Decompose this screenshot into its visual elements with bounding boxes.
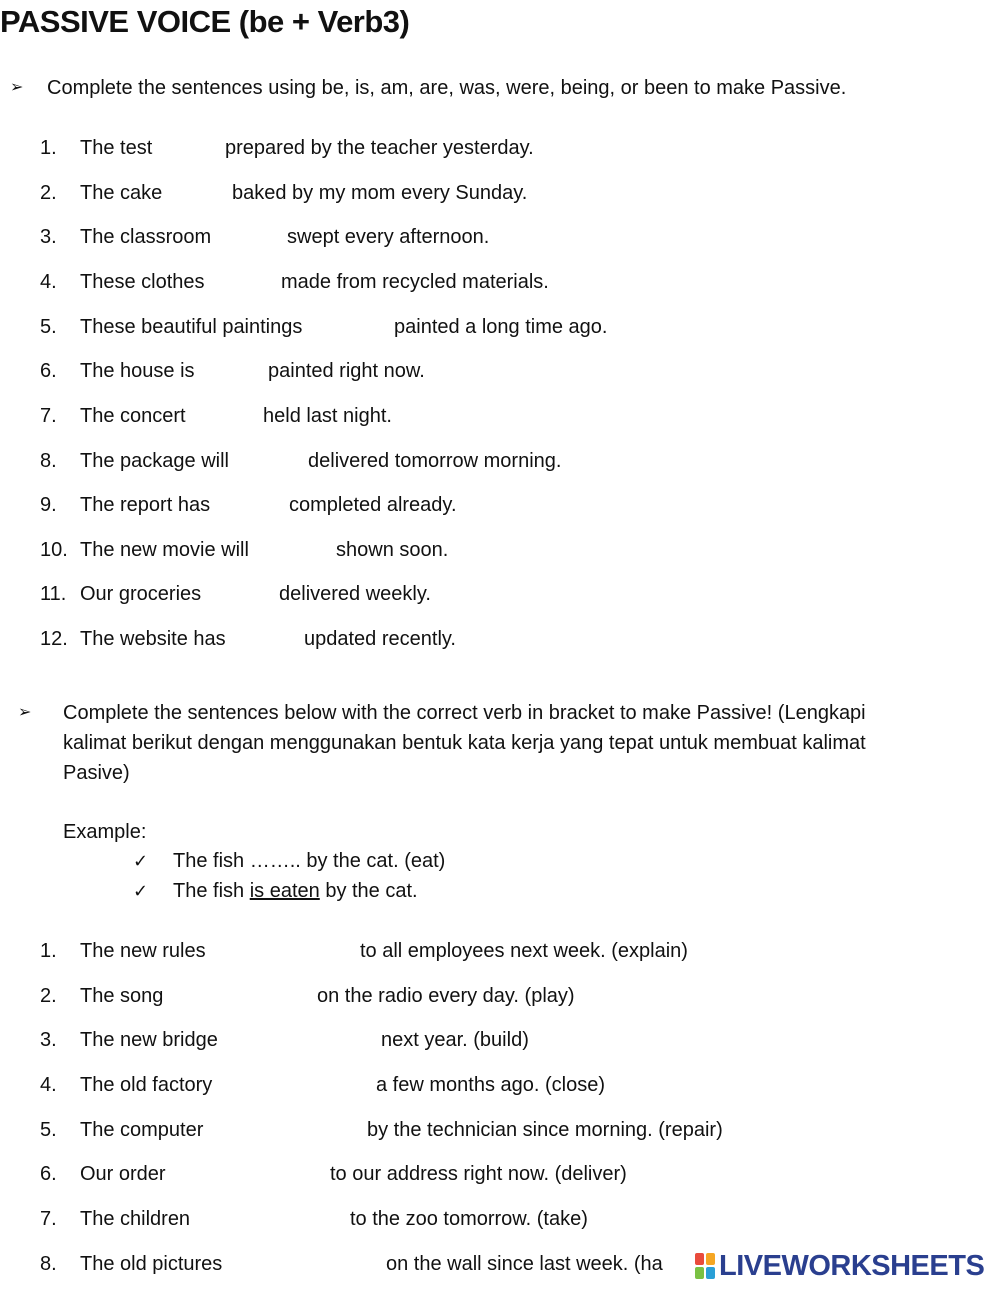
example-answer-underlined: is eaten bbox=[249, 880, 320, 902]
item-number: 5. bbox=[40, 316, 57, 338]
sentence-start: The report has bbox=[80, 494, 211, 516]
answer-blank-input[interactable] bbox=[209, 270, 279, 296]
checkmark-icon: ✓ bbox=[133, 881, 149, 901]
item-number: 8. bbox=[40, 1253, 57, 1275]
item-number: 7. bbox=[40, 1208, 57, 1230]
example-label: Example: bbox=[63, 821, 147, 843]
sentence-end: updated recently. bbox=[304, 628, 456, 650]
sentence-end: painted right now. bbox=[268, 360, 425, 382]
item-number: 1. bbox=[40, 137, 57, 159]
sentence-start: The song bbox=[80, 985, 164, 1007]
item-number: 9. bbox=[40, 494, 57, 516]
sentence-end: a few months ago. (close) bbox=[376, 1074, 605, 1096]
sentence-start: The package will bbox=[80, 450, 229, 472]
sentence-start: The cake bbox=[80, 182, 163, 204]
list-item bbox=[0, 133, 1000, 163]
sentence-end: on the wall since last week. (ha bbox=[386, 1253, 663, 1275]
section1-instruction: ➢ Complete the sentences using be, is, am, are, was, were, being, or been to make Passive. bbox=[0, 73, 1000, 103]
sentence-end: delivered weekly. bbox=[279, 583, 431, 605]
example-answer: The fish is eaten by the cat. bbox=[173, 880, 418, 902]
sentence-end: held last night. bbox=[263, 405, 392, 427]
list-item bbox=[0, 936, 1000, 966]
sentence-start: The old pictures bbox=[80, 1253, 223, 1275]
item-number: 4. bbox=[40, 271, 57, 293]
list-item bbox=[0, 624, 1000, 654]
item-number: 1. bbox=[40, 940, 57, 962]
sentence-end: on the radio every day. (play) bbox=[317, 985, 575, 1007]
sentence-start: Our groceries bbox=[80, 583, 202, 605]
list-item bbox=[0, 1070, 1000, 1100]
sentence-end: made from recycled materials. bbox=[281, 271, 549, 293]
answer-blank-input[interactable] bbox=[199, 359, 266, 385]
sentence-end: baked by my mom every Sunday. bbox=[232, 182, 528, 204]
list-item bbox=[0, 1025, 1000, 1055]
sentence-end: to our address right now. (deliver) bbox=[330, 1163, 627, 1185]
sentence-start: The new bridge bbox=[80, 1029, 218, 1051]
section2-instruction: ➢ Complete the sentences below with the correct verb in bracket to make Passive! (Lengkapi kalimat berikut dengan menggunakan bentuk kata kerja yang tepat untuk membuat kalimat Pasive) bbox=[0, 698, 1000, 788]
list-item bbox=[0, 356, 1000, 386]
arrow-bullet-icon: ➢ bbox=[10, 79, 24, 96]
list-item bbox=[0, 1204, 1000, 1234]
sentence-start: The new movie will bbox=[80, 539, 249, 561]
answer-blank-input[interactable] bbox=[210, 939, 358, 965]
sentence-start: The new rules bbox=[80, 940, 206, 962]
sentence-start: The children bbox=[80, 1208, 191, 1230]
answer-blank-input[interactable] bbox=[166, 181, 230, 207]
sentence-end: to all employees next week. (explain) bbox=[360, 940, 688, 962]
item-number: 6. bbox=[40, 360, 57, 382]
list-item bbox=[0, 1159, 1000, 1189]
answer-blank-input[interactable] bbox=[253, 538, 334, 564]
answer-blank-input[interactable] bbox=[170, 1162, 328, 1188]
item-number: 11. bbox=[40, 583, 67, 605]
item-number: 12. bbox=[40, 628, 68, 650]
sentence-start: The old factory bbox=[80, 1074, 213, 1096]
sentence-end: painted a long time ago. bbox=[394, 316, 608, 338]
item-number: 2. bbox=[40, 182, 57, 204]
sentence-start: The website has bbox=[80, 628, 226, 650]
item-number: 4. bbox=[40, 1074, 57, 1096]
list-item bbox=[0, 1115, 1000, 1145]
sentence-end: swept every afternoon. bbox=[287, 226, 490, 248]
list-item bbox=[0, 490, 1000, 520]
item-number: 10. bbox=[40, 539, 68, 561]
answer-blank-input[interactable] bbox=[207, 1118, 365, 1144]
sentence-start: The concert bbox=[80, 405, 186, 427]
list-item bbox=[0, 312, 1000, 342]
liveworksheets-logo bbox=[695, 1248, 984, 1284]
item-number: 6. bbox=[40, 1163, 57, 1185]
answer-blank-input[interactable] bbox=[205, 582, 277, 608]
list-item bbox=[0, 267, 1000, 297]
answer-blank-input[interactable] bbox=[216, 1073, 374, 1099]
answer-blank-input[interactable] bbox=[215, 225, 285, 251]
arrow-bullet-icon: ➢ bbox=[18, 704, 32, 721]
item-number: 3. bbox=[40, 226, 57, 248]
answer-blank-input[interactable] bbox=[156, 136, 223, 162]
sentence-end: completed already. bbox=[289, 494, 457, 516]
sentence-start: The computer bbox=[80, 1119, 204, 1141]
list-item bbox=[0, 446, 1000, 476]
list-item bbox=[0, 222, 1000, 252]
item-number: 5. bbox=[40, 1119, 57, 1141]
sentence-end: shown soon. bbox=[336, 539, 449, 561]
sentence-start: The test bbox=[80, 137, 153, 159]
answer-blank-input[interactable] bbox=[226, 1252, 384, 1278]
liveworksheets-logo-text: LIVEWORKSHEETS bbox=[719, 1249, 985, 1282]
sentence-start: Our order bbox=[80, 1163, 166, 1185]
sentence-end: to the zoo tomorrow. (take) bbox=[350, 1208, 588, 1230]
example-question: The fish …….. by the cat. (eat) bbox=[173, 850, 446, 872]
checkmark-icon: ✓ bbox=[133, 851, 149, 871]
answer-blank-input[interactable] bbox=[230, 627, 302, 653]
answer-blank-input[interactable] bbox=[194, 1207, 348, 1233]
page-title: PASSIVE VOICE (be + Verb3) bbox=[0, 4, 410, 39]
item-number: 2. bbox=[40, 985, 57, 1007]
sentence-start: The classroom bbox=[80, 226, 212, 248]
answer-blank-input[interactable] bbox=[306, 315, 392, 341]
answer-blank-input[interactable] bbox=[167, 984, 315, 1010]
item-number: 3. bbox=[40, 1029, 57, 1051]
list-item bbox=[0, 981, 1000, 1011]
sentence-end: next year. (build) bbox=[381, 1029, 529, 1051]
item-number: 7. bbox=[40, 405, 57, 427]
sentence-end: prepared by the teacher yesterday. bbox=[225, 137, 534, 159]
liveworksheets-logo-icon bbox=[695, 1252, 717, 1280]
sentence-start: The house is bbox=[80, 360, 195, 382]
list-item bbox=[0, 178, 1000, 208]
list-item bbox=[0, 535, 1000, 565]
list-item bbox=[0, 579, 1000, 609]
sentence-start: These beautiful paintings bbox=[80, 316, 303, 338]
answer-blank-input[interactable] bbox=[233, 449, 306, 475]
sentence-start: These clothes bbox=[80, 271, 205, 293]
item-number: 8. bbox=[40, 450, 57, 472]
answer-blank-input[interactable] bbox=[190, 404, 261, 430]
sentence-end: by the technician since morning. (repair) bbox=[367, 1119, 723, 1141]
answer-blank-input[interactable] bbox=[222, 1028, 379, 1054]
list-item bbox=[0, 401, 1000, 431]
answer-blank-input[interactable] bbox=[214, 493, 287, 519]
sentence-end: delivered tomorrow morning. bbox=[308, 450, 562, 472]
